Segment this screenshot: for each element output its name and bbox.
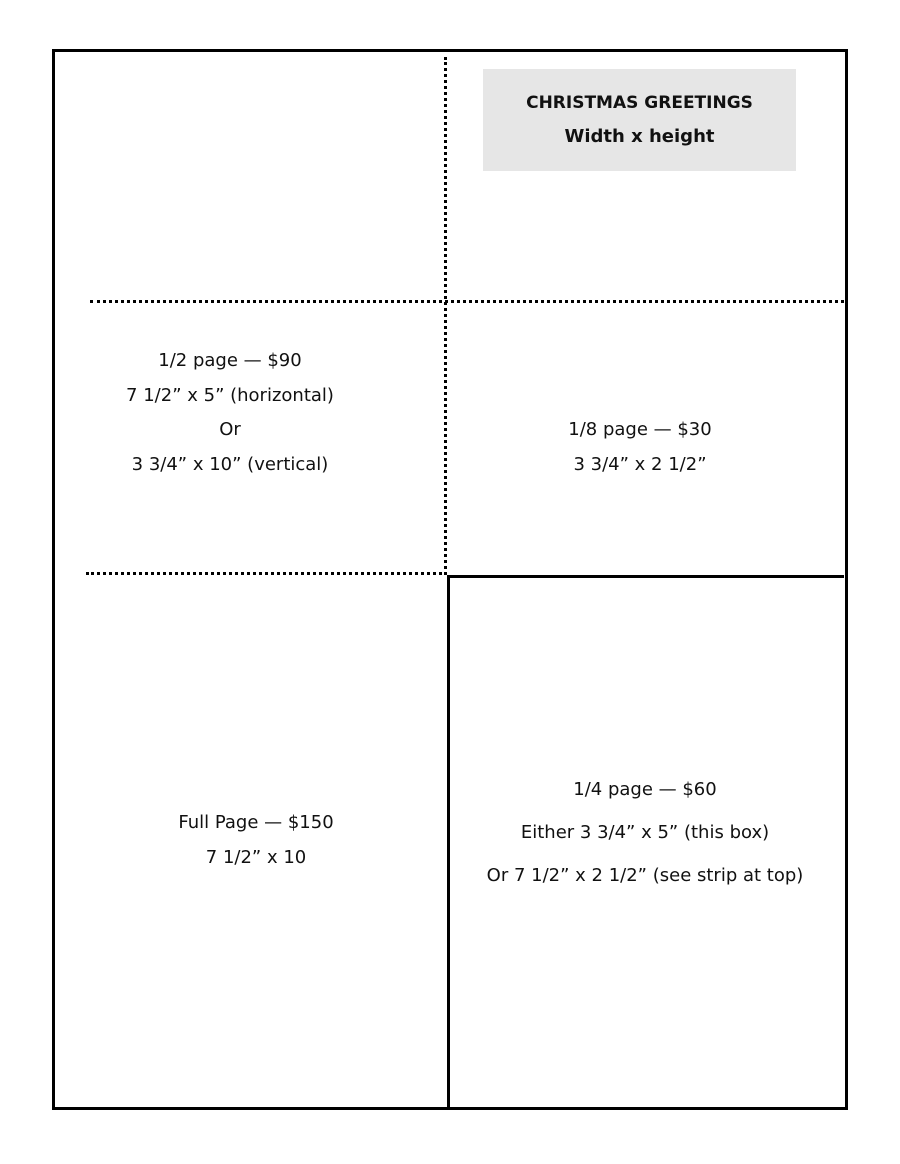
- divider-vertical-dotted: [444, 57, 447, 575]
- divider-vertical-solid: [447, 575, 450, 1107]
- eighth-page-size: 3 3/4” x 2 1/2”: [573, 453, 707, 475]
- half-page-size-horizontal: 7 1/2” x 5” (horizontal): [126, 384, 334, 406]
- divider-horizontal-solid-middle: [447, 575, 844, 578]
- quarter-page-option-strip: Or 7 1/2” x 2 1/2” (see strip at top): [486, 865, 804, 886]
- page-subtitle: Width x height: [564, 126, 715, 147]
- half-page-size-vertical: 3 3/4” x 10” (vertical): [131, 453, 329, 475]
- title-box: [483, 69, 796, 171]
- eighth-page-ad-block: [460, 413, 820, 482]
- half-page-price: 1/2 page — $90: [158, 350, 302, 371]
- eighth-page-price: 1/8 page — $30: [568, 419, 712, 440]
- divider-horizontal-dotted-middle: [86, 572, 447, 575]
- divider-horizontal-dotted-top: [90, 300, 844, 303]
- quarter-page-option-box: Either 3 3/4” x 5” (this box): [520, 822, 770, 843]
- page-border: [52, 49, 848, 1110]
- half-page-ad-block: [90, 344, 370, 482]
- quarter-page-price: 1/4 page — $60: [573, 779, 717, 800]
- page-title: CHRISTMAS GREETINGS: [526, 93, 753, 113]
- quarter-page-ad-block: [455, 768, 835, 897]
- full-page-size: 7 1/2” x 10: [205, 846, 307, 868]
- half-page-or: Or: [219, 419, 241, 440]
- full-page-ad-block: [100, 806, 412, 875]
- full-page-price: Full Page — $150: [178, 812, 334, 833]
